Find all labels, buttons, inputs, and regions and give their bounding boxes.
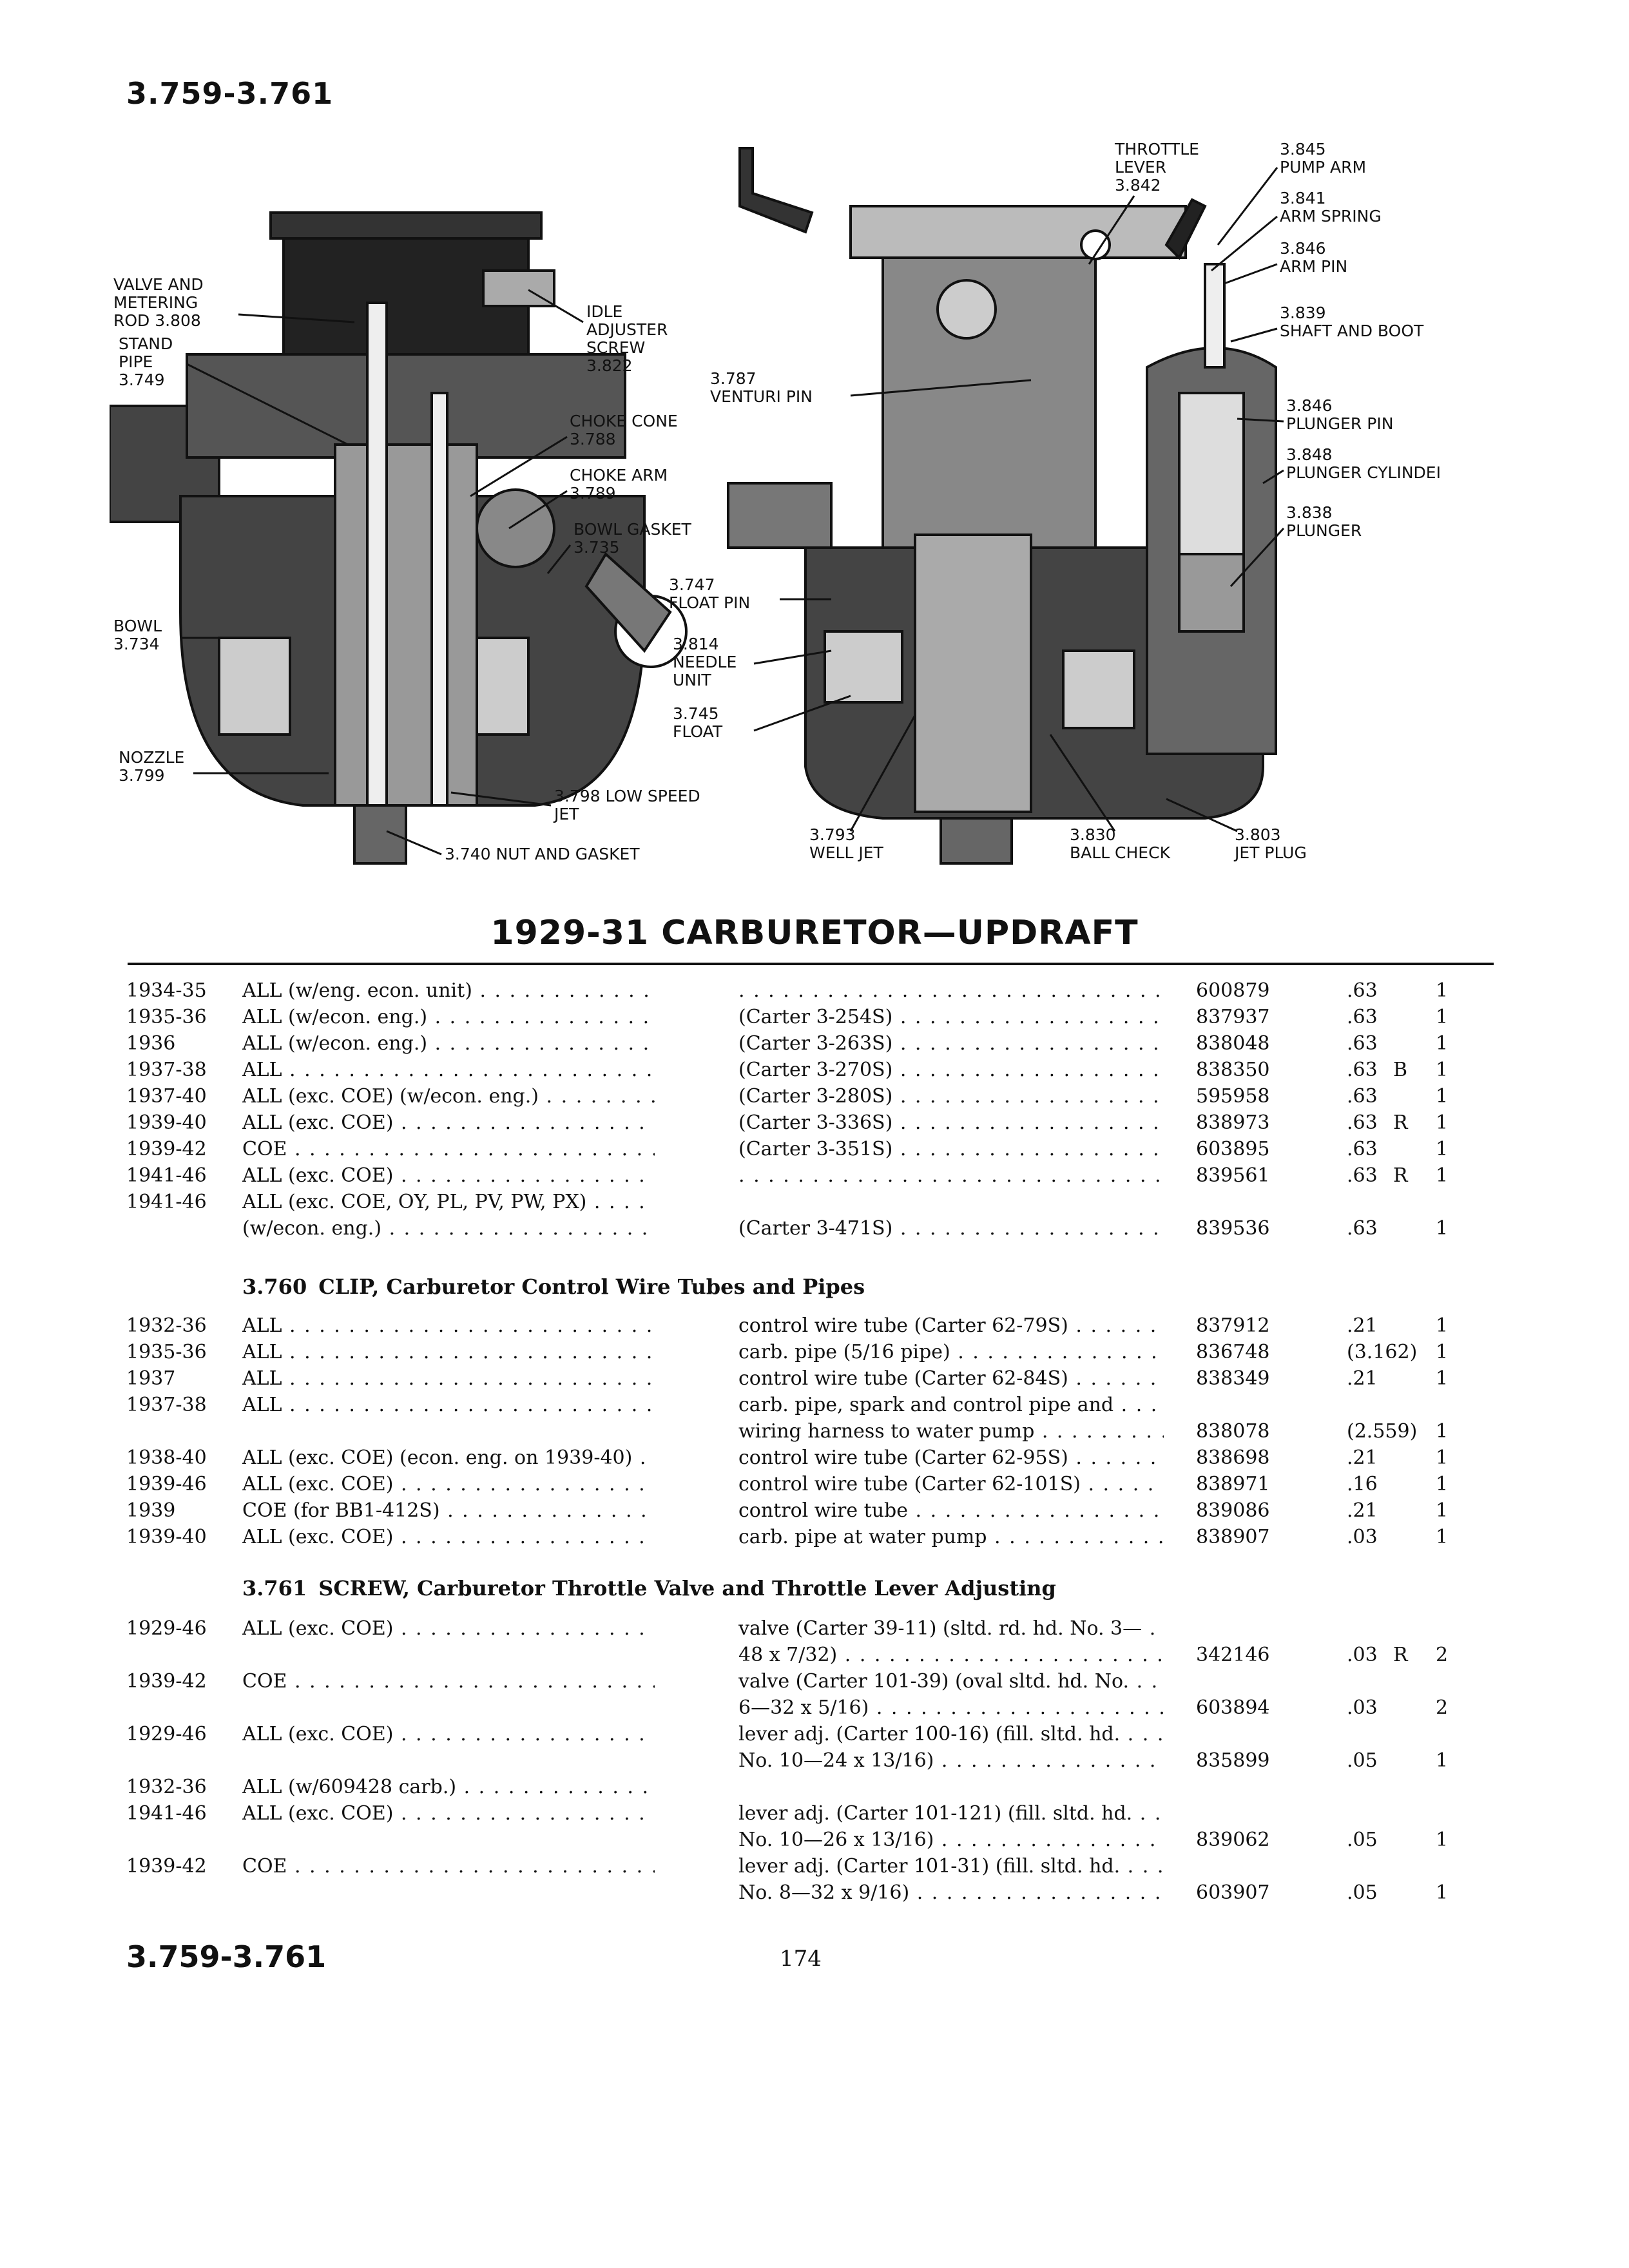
label-nut-gasket: 3.740 NUT AND GASKET [445, 845, 640, 863]
carburetor-part: 838048 [1196, 1032, 1270, 1055]
screw-app: ALL (w/609428 carb.) . . . [242, 1776, 655, 1798]
screw-price: .05 [1347, 1829, 1378, 1851]
carburetor-desc: (Carter 3-254S) . . . [738, 1006, 1164, 1028]
label-venturi-pin-1: 3.787 [710, 369, 757, 388]
carburetor-qty: 1 [1436, 1138, 1449, 1160]
clip-desc: control wire tube (Carter 62-79S) . . . [738, 1314, 1164, 1337]
clip-part: 836748 [1196, 1341, 1270, 1363]
label-pump-arm-2: PUMP ARM [1280, 158, 1367, 177]
screw-desc: lever adj. (Carter 101-31) (fill. sltd. hd. . . . [738, 1855, 1164, 1878]
clip-part: 839086 [1196, 1499, 1270, 1522]
carburetor-app: COE . . . [242, 1138, 655, 1160]
clip-price: .21 [1347, 1446, 1378, 1469]
screw-year: 1929-46 [126, 1617, 207, 1640]
clip-app: ALL . . . [242, 1367, 655, 1390]
screw-part: 839062 [1196, 1829, 1270, 1851]
label-idle-adjuster-4: 3.822 [586, 356, 633, 375]
carburetor-row [0, 1217, 1629, 1243]
carburetor-desc: (Carter 3-263S) . . . [738, 1032, 1164, 1055]
screw-app: ALL (exc. COE) . . . [242, 1723, 655, 1745]
carburetor-year: 1939-42 [126, 1138, 207, 1160]
screw-desc: valve (Carter 101-39) (oval sltd. hd. No. . . . [738, 1670, 1164, 1693]
carburetor-year: 1935-36 [126, 1006, 207, 1028]
screw-year: 1929-46 [126, 1723, 207, 1745]
label-bowl-gasket-2: 3.735 [574, 538, 620, 557]
label-jet-plug-2: JET PLUG [1235, 843, 1307, 862]
carburetor-year: 1937-38 [126, 1059, 207, 1081]
screw-desc: lever adj. (Carter 101-121) (fill. sltd. hd. . . . [738, 1802, 1164, 1825]
clip-row [0, 1499, 1629, 1525]
carburetor-qty: 1 [1436, 979, 1449, 1002]
screw-part: 603907 [1196, 1881, 1270, 1904]
label-plunger-pin-1: 3.846 [1286, 396, 1333, 415]
clip-part: 838971 [1196, 1473, 1270, 1495]
label-shaft-boot-2: SHAFT AND BOOT [1280, 322, 1424, 340]
clip-price: .16 [1347, 1473, 1378, 1495]
clip-desc: control wire tube (Carter 62-95S) . . . [738, 1446, 1164, 1469]
clip-desc: control wire tube (Carter 62-84S) . . . [738, 1367, 1164, 1390]
label-throttle-lever-2: LEVER [1115, 158, 1166, 177]
screw-desc: 6—32 x 5/16) . . . [738, 1696, 1164, 1719]
section-heading-3761 [242, 1576, 1056, 1600]
carburetor-part: 837937 [1196, 1006, 1270, 1028]
clip-year: 1939 [126, 1499, 176, 1522]
clip-desc: control wire tube . . . [738, 1499, 1164, 1522]
screw-part: 342146 [1196, 1644, 1270, 1666]
screw-price: .05 [1347, 1749, 1378, 1772]
carburetor-qty: 1 [1436, 1059, 1449, 1081]
screw-row [0, 1617, 1629, 1643]
carburetor-row [0, 1059, 1629, 1084]
label-well-jet-1: 3.793 [809, 825, 856, 844]
label-low-speed-jet-2: JET [554, 805, 579, 823]
label-pump-arm-1: 3.845 [1280, 140, 1326, 159]
screw-desc: valve (Carter 39-11) (sltd. rd. hd. No. 3— . . . [738, 1617, 1164, 1640]
clip-price: .03 [1347, 1526, 1378, 1548]
screw-row [0, 1723, 1629, 1749]
carburetor-part: 595958 [1196, 1085, 1270, 1108]
carburetor-year: 1939-40 [126, 1111, 207, 1134]
screw-part: 603894 [1196, 1696, 1270, 1719]
carburetor-app: ALL . . . [242, 1059, 655, 1081]
label-valve-metering-rod-1: VALVE AND [113, 275, 204, 294]
clip-year: 1939-46 [126, 1473, 207, 1495]
label-idle-adjuster-2: ADJUSTER [586, 320, 668, 339]
screw-app: ALL (exc. COE) . . . [242, 1802, 655, 1825]
carburetor-desc: (Carter 3-471S) . . . [738, 1217, 1164, 1240]
carburetor-row [0, 1111, 1629, 1137]
screw-qty: 1 [1436, 1829, 1449, 1851]
screw-app: ALL (exc. COE) . . . [242, 1617, 655, 1640]
carburetor-desc [738, 1164, 1164, 1187]
carburetor-app: ALL (exc. COE) (w/econ. eng.) . . . [242, 1085, 655, 1108]
label-plunger-cylinder-2: PLUNGER CYLINDEI [1286, 463, 1441, 482]
section-heading-3760 [242, 1274, 865, 1299]
label-bowl-gasket-1: BOWL GASKET [574, 520, 691, 539]
clip-qty: 1 [1436, 1446, 1449, 1469]
clip-row [0, 1420, 1629, 1446]
screw-qty: 2 [1436, 1696, 1449, 1719]
label-choke-arm-1: CHOKE ARM [570, 466, 668, 485]
label-float-1: 3.745 [673, 704, 719, 723]
label-choke-cone-1: CHOKE CONE [570, 412, 678, 430]
carburetor-app: ALL (w/eng. econ. unit) . . . [242, 979, 655, 1002]
screw-year: 1939-42 [126, 1670, 207, 1693]
label-shaft-boot-1: 3.839 [1280, 303, 1326, 322]
label-arm-pin-1: 3.846 [1280, 239, 1326, 258]
screw-qty: 1 [1436, 1749, 1449, 1772]
clip-year: 1938-40 [126, 1446, 207, 1469]
carburetor-desc: (Carter 3-270S) . . . [738, 1059, 1164, 1081]
clip-part: 838078 [1196, 1420, 1270, 1443]
clip-app: COE (for BB1-412S) . . . [242, 1499, 655, 1522]
clip-app: ALL (exc. COE) . . . [242, 1473, 655, 1495]
carburetor-flag: R [1393, 1164, 1408, 1187]
clip-row [0, 1314, 1629, 1340]
label-venturi-pin-2: VENTURI PIN [710, 387, 813, 406]
label-choke-cone-2: 3.788 [570, 430, 616, 448]
diagram-title: 1929-31 CARBURETOR—UPDRAFT [490, 914, 1139, 952]
screw-row [0, 1696, 1629, 1722]
clip-desc: carb. pipe, spark and control pipe and . . . [738, 1394, 1164, 1416]
carburetor-app: ALL (exc. COE, OY, PL, PV, PW, PX) . . . [242, 1191, 655, 1213]
clip-part: 838349 [1196, 1367, 1270, 1390]
screw-desc: No. 10—24 x 13/16) . . . [738, 1749, 1164, 1772]
carburetor-year: 1941-46 [126, 1164, 207, 1187]
carburetor-price: .63 [1347, 1217, 1378, 1240]
carburetor-part: 839536 [1196, 1217, 1270, 1240]
label-needle-unit-2: NEEDLE [673, 653, 737, 671]
label-ball-check-1: 3.830 [1070, 825, 1116, 844]
screw-flag: R [1393, 1644, 1408, 1666]
section-number: 3.761 [242, 1576, 307, 1600]
carburetor-price: .63 [1347, 1138, 1378, 1160]
label-throttle-lever-1: THROTTLE [1115, 140, 1199, 159]
clip-qty: 1 [1436, 1367, 1449, 1390]
carburetor-qty: 1 [1436, 1006, 1449, 1028]
section-title: CLIP, Carburetor Control Wire Tubes and Pipes [318, 1274, 865, 1299]
screw-desc: lever adj. (Carter 100-16) (fill. sltd. hd. . . . [738, 1723, 1164, 1745]
screw-row [0, 1670, 1629, 1696]
carburetor-flag: R [1393, 1111, 1408, 1134]
carburetor-price: .63 [1347, 979, 1378, 1002]
screw-part: 835899 [1196, 1749, 1270, 1772]
label-arm-spring-1: 3.841 [1280, 189, 1326, 207]
carburetor-row [0, 1085, 1629, 1111]
label-arm-pin-2: ARM PIN [1280, 257, 1348, 276]
screw-row [0, 1802, 1629, 1828]
page-number: 174 [780, 1946, 822, 1972]
screw-row [0, 1829, 1629, 1854]
screw-desc: 48 x 7/32) . . . [738, 1644, 1164, 1666]
carburetor-app: ALL (exc. COE) . . . [242, 1164, 655, 1187]
carburetor-part: 603895 [1196, 1138, 1270, 1160]
clip-qty: 1 [1436, 1341, 1449, 1363]
label-ball-check-2: BALL CHECK [1070, 843, 1170, 862]
carburetor-price: .63 [1347, 1006, 1378, 1028]
clip-desc: control wire tube (Carter 62-101S) . . . [738, 1473, 1164, 1495]
clip-year: 1935-36 [126, 1341, 207, 1363]
carburetor-price: .63 [1347, 1032, 1378, 1055]
label-nozzle-2: 3.799 [119, 766, 165, 785]
clip-year: 1932-36 [126, 1314, 207, 1337]
clip-row [0, 1394, 1629, 1419]
carburetor-price: .63 [1347, 1085, 1378, 1108]
carburetor-flag: B [1393, 1059, 1408, 1081]
label-well-jet-2: WELL JET [809, 843, 883, 862]
screw-row [0, 1855, 1629, 1881]
clip-row [0, 1473, 1629, 1499]
screw-year: 1932-36 [126, 1776, 207, 1798]
carburetor-year: 1934-35 [126, 979, 207, 1002]
clip-part: 837912 [1196, 1314, 1270, 1337]
label-stand-pipe-3: 3.749 [119, 370, 165, 389]
screw-row [0, 1749, 1629, 1775]
carburetor-row [0, 1006, 1629, 1032]
carburetor-part: 600879 [1196, 979, 1270, 1002]
carburetor-app: ALL (exc. COE) . . . [242, 1111, 655, 1134]
carburetor-part: 838973 [1196, 1111, 1270, 1134]
carburetor-app: ALL (w/econ. eng.) . . . [242, 1032, 655, 1055]
screw-qty: 1 [1436, 1881, 1449, 1904]
screw-row [0, 1881, 1629, 1907]
screw-qty: 2 [1436, 1644, 1449, 1666]
label-valve-metering-rod-3: ROD 3.808 [113, 311, 201, 330]
screw-row [0, 1644, 1629, 1669]
carburetor-row [0, 1191, 1629, 1216]
carburetor-row [0, 1032, 1629, 1058]
clip-app: ALL (exc. COE) . . . [242, 1526, 655, 1548]
label-arm-spring-2: ARM SPRING [1280, 207, 1382, 226]
carburetor-part: 839561 [1196, 1164, 1270, 1187]
label-stand-pipe-2: PIPE [119, 352, 153, 371]
carburetor-desc: (Carter 3-280S) . . . [738, 1085, 1164, 1108]
label-idle-adjuster-3: SCREW [586, 338, 646, 357]
carburetor-price: .63 [1347, 1164, 1378, 1187]
label-nozzle-1: NOZZLE [119, 748, 185, 767]
carburetor-qty: 1 [1436, 1164, 1449, 1187]
clip-qty: 1 [1436, 1526, 1449, 1548]
screw-desc: No. 10—26 x 13/16) . . . [738, 1829, 1164, 1851]
clip-desc: wiring harness to water pump . . . [738, 1420, 1164, 1443]
clip-row [0, 1341, 1629, 1367]
clip-row [0, 1367, 1629, 1393]
clip-app: ALL . . . [242, 1341, 655, 1363]
screw-year: 1939-42 [126, 1855, 207, 1878]
label-choke-arm-2: 3.789 [570, 484, 616, 503]
screw-price: .03 [1347, 1696, 1378, 1719]
screw-desc: No. 8—32 x 9/16) . . . [738, 1881, 1164, 1904]
label-plunger-pin-2: PLUNGER PIN [1286, 414, 1394, 433]
screw-price: .03 [1347, 1644, 1378, 1666]
section-title: SCREW, Carburetor Throttle Valve and Throttle Lever Adjusting [318, 1576, 1056, 1600]
label-throttle-lever-3: 3.842 [1115, 176, 1161, 195]
clip-row [0, 1446, 1629, 1472]
carburetor-row [0, 979, 1629, 1005]
clip-qty: 1 [1436, 1314, 1449, 1337]
clip-part: 838698 [1196, 1446, 1270, 1469]
carburetor-desc [738, 979, 1164, 1002]
label-float-2: FLOAT [673, 722, 723, 741]
screw-price: .05 [1347, 1881, 1378, 1904]
label-idle-adjuster-1: IDLE [586, 302, 623, 321]
label-float-pin-2: FLOAT PIN [669, 593, 751, 612]
carburetor-price: .63 [1347, 1111, 1378, 1134]
clip-price: .21 [1347, 1367, 1378, 1390]
clip-app: ALL (exc. COE) (econ. eng. on 1939-40) . . . [242, 1446, 655, 1469]
label-bowl-1: BOWL [113, 617, 162, 635]
clip-year: 1937-38 [126, 1394, 207, 1416]
screw-app: COE . . . [242, 1855, 655, 1878]
label-plunger-cylinder-1: 3.848 [1286, 445, 1333, 464]
screw-app: COE . . . [242, 1670, 655, 1693]
clip-price: (3.162) [1347, 1341, 1418, 1363]
label-jet-plug-1: 3.803 [1235, 825, 1281, 844]
clip-qty: 1 [1436, 1499, 1449, 1522]
right-carburetor-drawing [728, 148, 1276, 863]
clip-year: 1937 [126, 1367, 176, 1390]
clip-qty: 1 [1436, 1420, 1449, 1443]
label-needle-unit-1: 3.814 [673, 635, 719, 653]
section-number: 3.760 [242, 1274, 307, 1299]
clip-price: .21 [1347, 1314, 1378, 1337]
carburetor-year: 1936 [126, 1032, 176, 1055]
carburetor-row [0, 1164, 1629, 1190]
label-plunger-1: 3.838 [1286, 503, 1333, 522]
carburetor-price: .63 [1347, 1059, 1378, 1081]
label-bowl-2: 3.734 [113, 635, 160, 653]
clip-qty: 1 [1436, 1473, 1449, 1495]
clip-row [0, 1526, 1629, 1552]
carburetor-part: 838350 [1196, 1059, 1270, 1081]
carburetor-qty: 1 [1436, 1217, 1449, 1240]
label-valve-metering-rod-2: METERING [113, 293, 198, 312]
clip-year: 1939-40 [126, 1526, 207, 1548]
label-needle-unit-3: UNIT [673, 671, 711, 689]
screw-year: 1941-46 [126, 1802, 207, 1825]
label-stand-pipe-1: STAND [119, 334, 173, 353]
clip-price: (2.559) [1347, 1420, 1418, 1443]
carburetor-qty: 1 [1436, 1085, 1449, 1108]
clip-desc: carb. pipe at water pump . . . [738, 1526, 1164, 1548]
title-rule [128, 963, 1494, 965]
carburetor-qty: 1 [1436, 1032, 1449, 1055]
carburetor-desc: (Carter 3-336S) . . . [738, 1111, 1164, 1134]
clip-app: ALL . . . [242, 1394, 655, 1416]
label-plunger-2: PLUNGER [1286, 521, 1362, 540]
clip-price: .21 [1347, 1499, 1378, 1522]
label-float-pin-1: 3.747 [669, 575, 715, 594]
carburetor-app: (w/econ. eng.) . . . [242, 1217, 655, 1240]
carburetor-year: 1941-46 [126, 1191, 207, 1213]
page-footer-ref: 3.759-3.761 [126, 1939, 327, 1974]
clip-part: 838907 [1196, 1526, 1270, 1548]
page-header-ref: 3.759-3.761 [126, 76, 334, 111]
screw-row [0, 1776, 1629, 1802]
clip-app: ALL . . . [242, 1314, 655, 1337]
clip-desc: carb. pipe (5/16 pipe) . . . [738, 1341, 1164, 1363]
carburetor-year: 1937-40 [126, 1085, 207, 1108]
carburetor-app: ALL (w/econ. eng.) . . . [242, 1006, 655, 1028]
carburetor-row [0, 1138, 1629, 1164]
label-low-speed-jet-1: 3.798 LOW SPEED [554, 787, 700, 805]
carburetor-desc: (Carter 3-351S) . . . [738, 1138, 1164, 1160]
carburetor-illustration [110, 135, 1547, 876]
carburetor-qty: 1 [1436, 1111, 1449, 1134]
